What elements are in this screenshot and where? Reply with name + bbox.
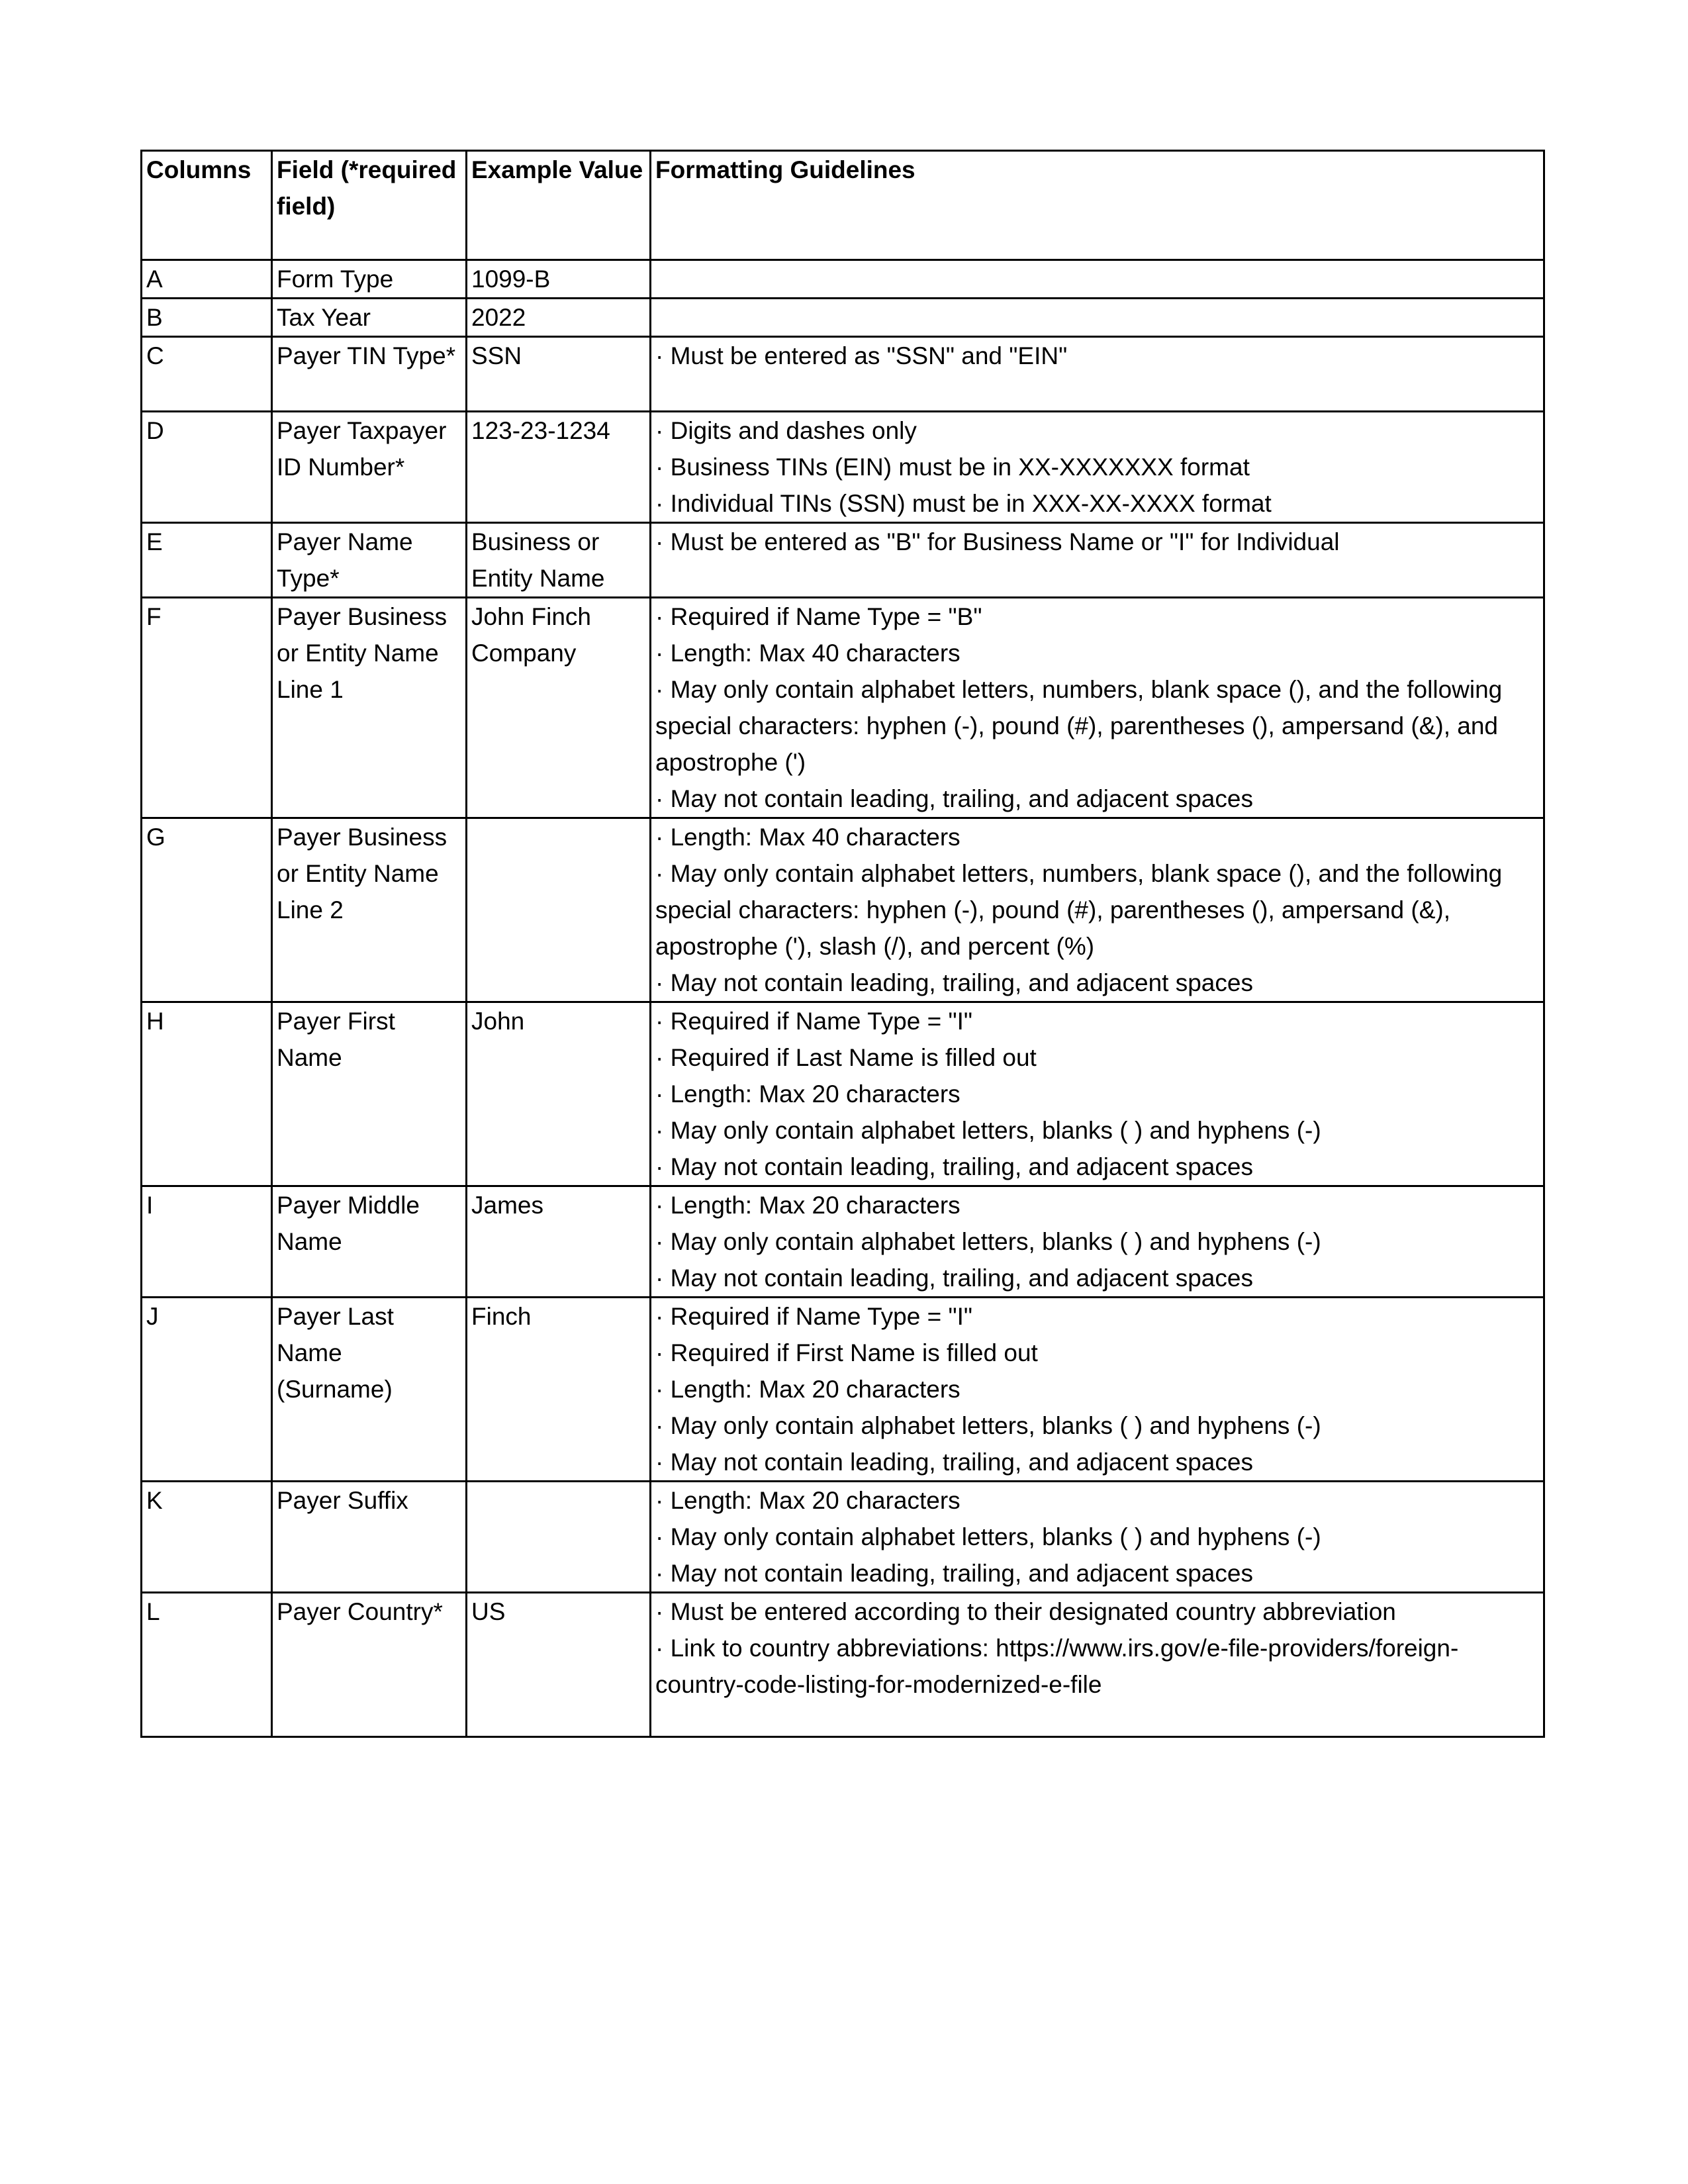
guideline-item: · Business TINs (EIN) must be in XX-XXXXXXX format [655, 453, 1250, 481]
cell-example: 2022 [467, 299, 651, 337]
guideline-item: · May not contain leading, trailing, and adjacent spaces [655, 1448, 1253, 1476]
cell-guidelines [651, 818, 1544, 1002]
cell-column: I [142, 1186, 272, 1298]
header-example-value: Example Value [467, 151, 651, 260]
guideline-item: · May not contain leading, trailing, and adjacent spaces [655, 1153, 1253, 1180]
guideline-item: · Required if Name Type = "I" [655, 1303, 973, 1330]
table-row [142, 523, 1544, 598]
guideline-item: · May not contain leading, trailing, and adjacent spaces [655, 785, 1253, 812]
cell-field: Payer Middle Name [272, 1186, 467, 1298]
guideline-item: · May only contain alphabet letters, blanks ( ) and hyphens (-) [655, 1412, 1321, 1439]
table-row [142, 818, 1544, 1002]
header-formatting-guidelines: Formatting Guidelines [651, 151, 1544, 260]
guideline-item: · Must be entered as "B" for Business Name or "I" for Individual [655, 528, 1340, 555]
cell-guidelines [651, 1298, 1544, 1482]
cell-column: D [142, 412, 272, 523]
guideline-item: · Required if First Name is filled out [655, 1339, 1038, 1366]
cell-field: Tax Year [272, 299, 467, 337]
cell-example: Finch [467, 1298, 651, 1482]
guideline-item: · May only contain alphabet letters, blanks ( ) and hyphens (-) [655, 1117, 1321, 1144]
cell-guidelines [651, 1593, 1544, 1737]
cell-guidelines [651, 1186, 1544, 1298]
table-row [142, 337, 1544, 412]
guideline-item: · Length: Max 20 characters [655, 1376, 961, 1403]
table-row [142, 1002, 1544, 1186]
cell-column: E [142, 523, 272, 598]
cell-guidelines [651, 1482, 1544, 1593]
guideline-item: · Length: Max 20 characters [655, 1487, 961, 1514]
guideline-item: · May not contain leading, trailing, and adjacent spaces [655, 1264, 1253, 1292]
cell-column: G [142, 818, 272, 1002]
table-row [142, 1186, 1544, 1298]
header-field: Field (*required field) [272, 151, 467, 260]
guideline-item: · Length: Max 40 characters [655, 824, 961, 851]
header-columns: Columns [142, 151, 272, 260]
field-spec-table [140, 150, 1545, 1738]
guideline-item: · Length: Max 20 characters [655, 1192, 961, 1219]
table-row [142, 412, 1544, 523]
table-row [142, 598, 1544, 818]
guideline-item: · Must be entered according to their designated country abbreviation [655, 1598, 1396, 1625]
cell-column: C [142, 337, 272, 412]
guideline-item: · Individual TINs (SSN) must be in XXX-XX-XXXX format [655, 490, 1272, 517]
guideline-item: · Required if Name Type = "B" [655, 603, 982, 630]
table-row [142, 1482, 1544, 1593]
cell-column: J [142, 1298, 272, 1482]
cell-column: L [142, 1593, 272, 1737]
table-row [142, 260, 1544, 299]
guideline-item: · Length: Max 40 characters [655, 640, 961, 667]
guideline-item: · Required if Name Type = "I" [655, 1008, 973, 1035]
cell-field: Payer Country* [272, 1593, 467, 1737]
cell-column: K [142, 1482, 272, 1593]
guideline-item: · Digits and dashes only [655, 417, 917, 444]
cell-guidelines [651, 523, 1544, 598]
cell-example: Business or Entity Name [467, 523, 651, 598]
cell-example: SSN [467, 337, 651, 412]
cell-field: Payer First Name [272, 1002, 467, 1186]
guideline-item: · Link to country abbreviations: https://www.irs.gov/e-file-providers/foreign-country-code-listing-for-modernized-e-file [655, 1635, 1459, 1698]
cell-example: 1099-B [467, 260, 651, 299]
cell-guidelines [651, 598, 1544, 818]
cell-example [467, 1482, 651, 1593]
cell-column: F [142, 598, 272, 818]
cell-guidelines [651, 337, 1544, 412]
cell-field: Payer Suffix [272, 1482, 467, 1593]
guideline-item: · May only contain alphabet letters, blanks ( ) and hyphens (-) [655, 1228, 1321, 1255]
cell-example: John Finch Company [467, 598, 651, 818]
cell-example: James [467, 1186, 651, 1298]
cell-field: Payer Business or Entity Name Line 1 [272, 598, 467, 818]
cell-guidelines [651, 299, 1544, 337]
cell-example [467, 818, 651, 1002]
cell-field: Payer Last Name (Surname) [272, 1298, 467, 1482]
cell-example: John [467, 1002, 651, 1186]
cell-column: B [142, 299, 272, 337]
cell-example: 123-23-1234 [467, 412, 651, 523]
table-header-row [142, 151, 1544, 260]
cell-example: US [467, 1593, 651, 1737]
guideline-item: · May not contain leading, trailing, and adjacent spaces [655, 969, 1253, 996]
cell-field: Payer Name Type* [272, 523, 467, 598]
guideline-item: · May only contain alphabet letters, numbers, blank space (), and the following special characters: hyphen (-), pound (#), parentheses (), ampersand (&), apostrophe ('), slash (/), and percent (%) [655, 860, 1503, 960]
cell-guidelines [651, 412, 1544, 523]
guideline-item: · Must be entered as "SSN" and "EIN" [655, 342, 1068, 369]
guideline-item: · May not contain leading, trailing, and adjacent spaces [655, 1560, 1253, 1587]
guideline-item: · May only contain alphabet letters, numbers, blank space (), and the following special characters: hyphen (-), pound (#), parentheses (), ampersand (&), and apostrophe (') [655, 676, 1503, 776]
cell-column: H [142, 1002, 272, 1186]
table-body [142, 260, 1544, 1737]
cell-field: Form Type [272, 260, 467, 299]
cell-field: Payer Taxpayer ID Number* [272, 412, 467, 523]
guideline-item: · Length: Max 20 characters [655, 1080, 961, 1108]
cell-guidelines [651, 1002, 1544, 1186]
guideline-item: · May only contain alphabet letters, blanks ( ) and hyphens (-) [655, 1523, 1321, 1550]
cell-field: Payer Business or Entity Name Line 2 [272, 818, 467, 1002]
cell-field: Payer TIN Type* [272, 337, 467, 412]
cell-column: A [142, 260, 272, 299]
cell-guidelines [651, 260, 1544, 299]
table-row [142, 1298, 1544, 1482]
table-row [142, 299, 1544, 337]
guideline-item: · Required if Last Name is filled out [655, 1044, 1037, 1071]
table-row [142, 1593, 1544, 1737]
